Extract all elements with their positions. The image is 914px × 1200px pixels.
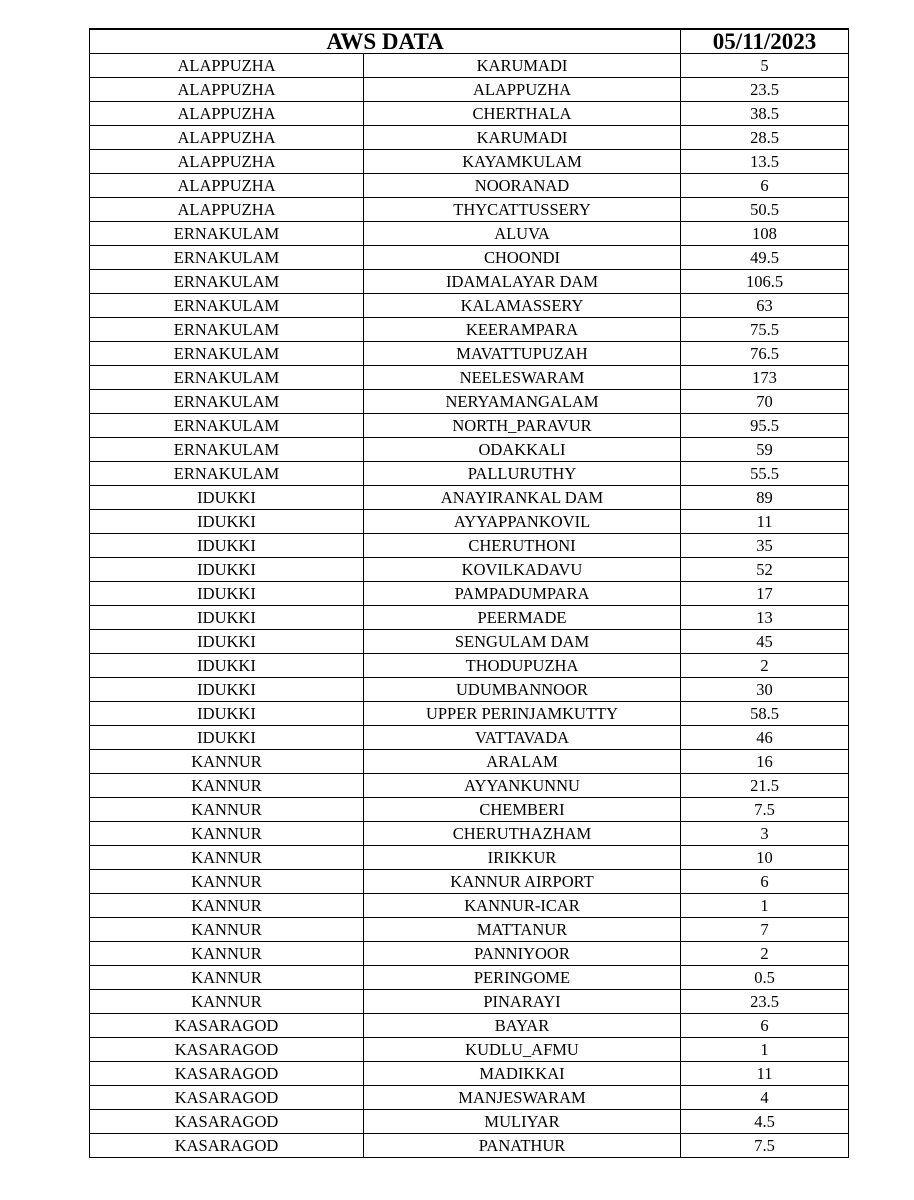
district-cell: KANNUR bbox=[90, 870, 364, 894]
table-row bbox=[90, 414, 849, 438]
station-cell: ALUVA bbox=[364, 222, 681, 246]
table-row bbox=[90, 294, 849, 318]
aws-data-sheet bbox=[89, 28, 848, 1158]
district-cell: KANNUR bbox=[90, 846, 364, 870]
district-cell: KANNUR bbox=[90, 966, 364, 990]
district-cell: KANNUR bbox=[90, 750, 364, 774]
station-cell: PANATHUR bbox=[364, 1134, 681, 1158]
table-row bbox=[90, 54, 849, 78]
station-cell: KANNUR-ICAR bbox=[364, 894, 681, 918]
station-cell: MANJESWARAM bbox=[364, 1086, 681, 1110]
rainfall-cell: 52 bbox=[681, 558, 849, 582]
district-cell: KANNUR bbox=[90, 774, 364, 798]
district-cell: ERNAKULAM bbox=[90, 294, 364, 318]
district-cell: IDUKKI bbox=[90, 582, 364, 606]
rainfall-cell: 4 bbox=[681, 1086, 849, 1110]
district-cell: ERNAKULAM bbox=[90, 246, 364, 270]
rainfall-cell: 59 bbox=[681, 438, 849, 462]
rainfall-cell: 7.5 bbox=[681, 798, 849, 822]
station-cell: PEERMADE bbox=[364, 606, 681, 630]
table-row bbox=[90, 726, 849, 750]
rainfall-cell: 3 bbox=[681, 822, 849, 846]
district-cell: IDUKKI bbox=[90, 726, 364, 750]
district-cell: ALAPPUZHA bbox=[90, 78, 364, 102]
station-cell: THYCATTUSSERY bbox=[364, 198, 681, 222]
rainfall-cell: 6 bbox=[681, 870, 849, 894]
rainfall-cell: 1 bbox=[681, 894, 849, 918]
station-cell: CHERTHALA bbox=[364, 102, 681, 126]
station-cell: KUDLU_AFMU bbox=[364, 1038, 681, 1062]
table-row bbox=[90, 894, 849, 918]
rainfall-cell: 108 bbox=[681, 222, 849, 246]
station-cell: SENGULAM DAM bbox=[364, 630, 681, 654]
station-cell: CHERUTHONI bbox=[364, 534, 681, 558]
station-cell: CHERUTHAZHAM bbox=[364, 822, 681, 846]
station-cell: PALLURUTHY bbox=[364, 462, 681, 486]
table-row bbox=[90, 1062, 849, 1086]
station-cell: CHOONDI bbox=[364, 246, 681, 270]
station-cell: VATTAVADA bbox=[364, 726, 681, 750]
district-cell: KANNUR bbox=[90, 942, 364, 966]
rainfall-cell: 76.5 bbox=[681, 342, 849, 366]
district-cell: ALAPPUZHA bbox=[90, 174, 364, 198]
station-cell: NOORANAD bbox=[364, 174, 681, 198]
rainfall-cell: 58.5 bbox=[681, 702, 849, 726]
station-cell: PAMPADUMPARA bbox=[364, 582, 681, 606]
district-cell: ALAPPUZHA bbox=[90, 150, 364, 174]
table-row bbox=[90, 438, 849, 462]
district-cell: KASARAGOD bbox=[90, 1038, 364, 1062]
district-cell: IDUKKI bbox=[90, 654, 364, 678]
district-cell: ERNAKULAM bbox=[90, 438, 364, 462]
district-cell: KANNUR bbox=[90, 990, 364, 1014]
station-cell: NEELESWARAM bbox=[364, 366, 681, 390]
station-cell: ALAPPUZHA bbox=[364, 78, 681, 102]
district-cell: ERNAKULAM bbox=[90, 462, 364, 486]
district-cell: IDUKKI bbox=[90, 678, 364, 702]
district-cell: ERNAKULAM bbox=[90, 270, 364, 294]
table-body bbox=[90, 54, 849, 1158]
station-cell: MATTANUR bbox=[364, 918, 681, 942]
district-cell: ERNAKULAM bbox=[90, 414, 364, 438]
table-row bbox=[90, 1038, 849, 1062]
table-row bbox=[90, 102, 849, 126]
rainfall-cell: 7.5 bbox=[681, 1134, 849, 1158]
table-row bbox=[90, 942, 849, 966]
table-date: 05/11/2023 bbox=[681, 29, 849, 54]
station-cell: MAVATTUPUZAH bbox=[364, 342, 681, 366]
rainfall-cell: 2 bbox=[681, 654, 849, 678]
table-row bbox=[90, 390, 849, 414]
station-cell: CHEMBERI bbox=[364, 798, 681, 822]
rainfall-cell: 46 bbox=[681, 726, 849, 750]
station-cell: PERINGOME bbox=[364, 966, 681, 990]
rainfall-cell: 28.5 bbox=[681, 126, 849, 150]
district-cell: KASARAGOD bbox=[90, 1134, 364, 1158]
rainfall-cell: 49.5 bbox=[681, 246, 849, 270]
table-header bbox=[90, 29, 849, 54]
station-cell: KARUMADI bbox=[364, 54, 681, 78]
station-cell: AYYANKUNNU bbox=[364, 774, 681, 798]
station-cell: NORTH_PARAVUR bbox=[364, 414, 681, 438]
district-cell: KANNUR bbox=[90, 894, 364, 918]
table-row bbox=[90, 870, 849, 894]
district-cell: KASARAGOD bbox=[90, 1110, 364, 1134]
district-cell: IDUKKI bbox=[90, 510, 364, 534]
station-cell: ARALAM bbox=[364, 750, 681, 774]
district-cell: IDUKKI bbox=[90, 630, 364, 654]
rainfall-cell: 23.5 bbox=[681, 990, 849, 1014]
station-cell: PANNIYOOR bbox=[364, 942, 681, 966]
rainfall-cell: 13.5 bbox=[681, 150, 849, 174]
station-cell: PINARAYI bbox=[364, 990, 681, 1014]
station-cell: KAYAMKULAM bbox=[364, 150, 681, 174]
rainfall-cell: 63 bbox=[681, 294, 849, 318]
rainfall-cell: 21.5 bbox=[681, 774, 849, 798]
rainfall-cell: 11 bbox=[681, 1062, 849, 1086]
station-cell: ODAKKALI bbox=[364, 438, 681, 462]
district-cell: KANNUR bbox=[90, 798, 364, 822]
table-row bbox=[90, 798, 849, 822]
rainfall-cell: 30 bbox=[681, 678, 849, 702]
district-cell: ERNAKULAM bbox=[90, 342, 364, 366]
station-cell: THODUPUZHA bbox=[364, 654, 681, 678]
table-row bbox=[90, 246, 849, 270]
aws-data-table bbox=[89, 28, 849, 1158]
table-row bbox=[90, 558, 849, 582]
table-row bbox=[90, 366, 849, 390]
station-cell: MADIKKAI bbox=[364, 1062, 681, 1086]
station-cell: KOVILKADAVU bbox=[364, 558, 681, 582]
station-cell: KARUMADI bbox=[364, 126, 681, 150]
district-cell: ERNAKULAM bbox=[90, 390, 364, 414]
district-cell: KANNUR bbox=[90, 918, 364, 942]
table-row bbox=[90, 150, 849, 174]
table-row bbox=[90, 918, 849, 942]
district-cell: IDUKKI bbox=[90, 486, 364, 510]
rainfall-cell: 6 bbox=[681, 174, 849, 198]
table-row bbox=[90, 174, 849, 198]
table-row bbox=[90, 630, 849, 654]
district-cell: KASARAGOD bbox=[90, 1086, 364, 1110]
table-row bbox=[90, 846, 849, 870]
table-row bbox=[90, 126, 849, 150]
rainfall-cell: 38.5 bbox=[681, 102, 849, 126]
rainfall-cell: 4.5 bbox=[681, 1110, 849, 1134]
station-cell: BAYAR bbox=[364, 1014, 681, 1038]
rainfall-cell: 23.5 bbox=[681, 78, 849, 102]
table-row bbox=[90, 486, 849, 510]
rainfall-cell: 173 bbox=[681, 366, 849, 390]
rainfall-cell: 7 bbox=[681, 918, 849, 942]
rainfall-cell: 70 bbox=[681, 390, 849, 414]
table-row bbox=[90, 1086, 849, 1110]
table-row bbox=[90, 78, 849, 102]
table-row bbox=[90, 198, 849, 222]
table-row bbox=[90, 654, 849, 678]
rainfall-cell: 13 bbox=[681, 606, 849, 630]
table-row bbox=[90, 678, 849, 702]
table-row bbox=[90, 342, 849, 366]
district-cell: ALAPPUZHA bbox=[90, 54, 364, 78]
rainfall-cell: 10 bbox=[681, 846, 849, 870]
station-cell: KANNUR AIRPORT bbox=[364, 870, 681, 894]
station-cell: ANAYIRANKAL DAM bbox=[364, 486, 681, 510]
rainfall-cell: 6 bbox=[681, 1014, 849, 1038]
table-row bbox=[90, 606, 849, 630]
station-cell: UDUMBANNOOR bbox=[364, 678, 681, 702]
district-cell: IDUKKI bbox=[90, 702, 364, 726]
district-cell: ERNAKULAM bbox=[90, 366, 364, 390]
rainfall-cell: 89 bbox=[681, 486, 849, 510]
rainfall-cell: 11 bbox=[681, 510, 849, 534]
district-cell: IDUKKI bbox=[90, 606, 364, 630]
table-row bbox=[90, 534, 849, 558]
table-row bbox=[90, 582, 849, 606]
district-cell: ALAPPUZHA bbox=[90, 126, 364, 150]
header-row bbox=[90, 29, 849, 54]
table-row bbox=[90, 1014, 849, 1038]
station-cell: IRIKKUR bbox=[364, 846, 681, 870]
district-cell: KASARAGOD bbox=[90, 1062, 364, 1086]
rainfall-cell: 106.5 bbox=[681, 270, 849, 294]
station-cell: IDAMALAYAR DAM bbox=[364, 270, 681, 294]
station-cell: MULIYAR bbox=[364, 1110, 681, 1134]
district-cell: IDUKKI bbox=[90, 558, 364, 582]
table-row bbox=[90, 702, 849, 726]
district-cell: ERNAKULAM bbox=[90, 318, 364, 342]
table-row bbox=[90, 750, 849, 774]
table-row bbox=[90, 222, 849, 246]
table-row bbox=[90, 318, 849, 342]
table-title: AWS DATA bbox=[90, 29, 681, 54]
district-cell: ERNAKULAM bbox=[90, 222, 364, 246]
rainfall-cell: 5 bbox=[681, 54, 849, 78]
rainfall-cell: 75.5 bbox=[681, 318, 849, 342]
table-row bbox=[90, 1134, 849, 1158]
station-cell: NERYAMANGALAM bbox=[364, 390, 681, 414]
rainfall-cell: 17 bbox=[681, 582, 849, 606]
table-row bbox=[90, 966, 849, 990]
district-cell: KASARAGOD bbox=[90, 1014, 364, 1038]
table-row bbox=[90, 510, 849, 534]
district-cell: KANNUR bbox=[90, 822, 364, 846]
rainfall-cell: 0.5 bbox=[681, 966, 849, 990]
table-row bbox=[90, 270, 849, 294]
table-row bbox=[90, 822, 849, 846]
station-cell: UPPER PERINJAMKUTTY bbox=[364, 702, 681, 726]
station-cell: AYYAPPANKOVIL bbox=[364, 510, 681, 534]
table-row bbox=[90, 774, 849, 798]
rainfall-cell: 50.5 bbox=[681, 198, 849, 222]
district-cell: ALAPPUZHA bbox=[90, 102, 364, 126]
station-cell: KEERAMPARA bbox=[364, 318, 681, 342]
district-cell: ALAPPUZHA bbox=[90, 198, 364, 222]
rainfall-cell: 1 bbox=[681, 1038, 849, 1062]
rainfall-cell: 55.5 bbox=[681, 462, 849, 486]
rainfall-cell: 95.5 bbox=[681, 414, 849, 438]
rainfall-cell: 2 bbox=[681, 942, 849, 966]
rainfall-cell: 45 bbox=[681, 630, 849, 654]
rainfall-cell: 35 bbox=[681, 534, 849, 558]
district-cell: IDUKKI bbox=[90, 534, 364, 558]
table-row bbox=[90, 990, 849, 1014]
rainfall-cell: 16 bbox=[681, 750, 849, 774]
station-cell: KALAMASSERY bbox=[364, 294, 681, 318]
table-row bbox=[90, 1110, 849, 1134]
table-row bbox=[90, 462, 849, 486]
